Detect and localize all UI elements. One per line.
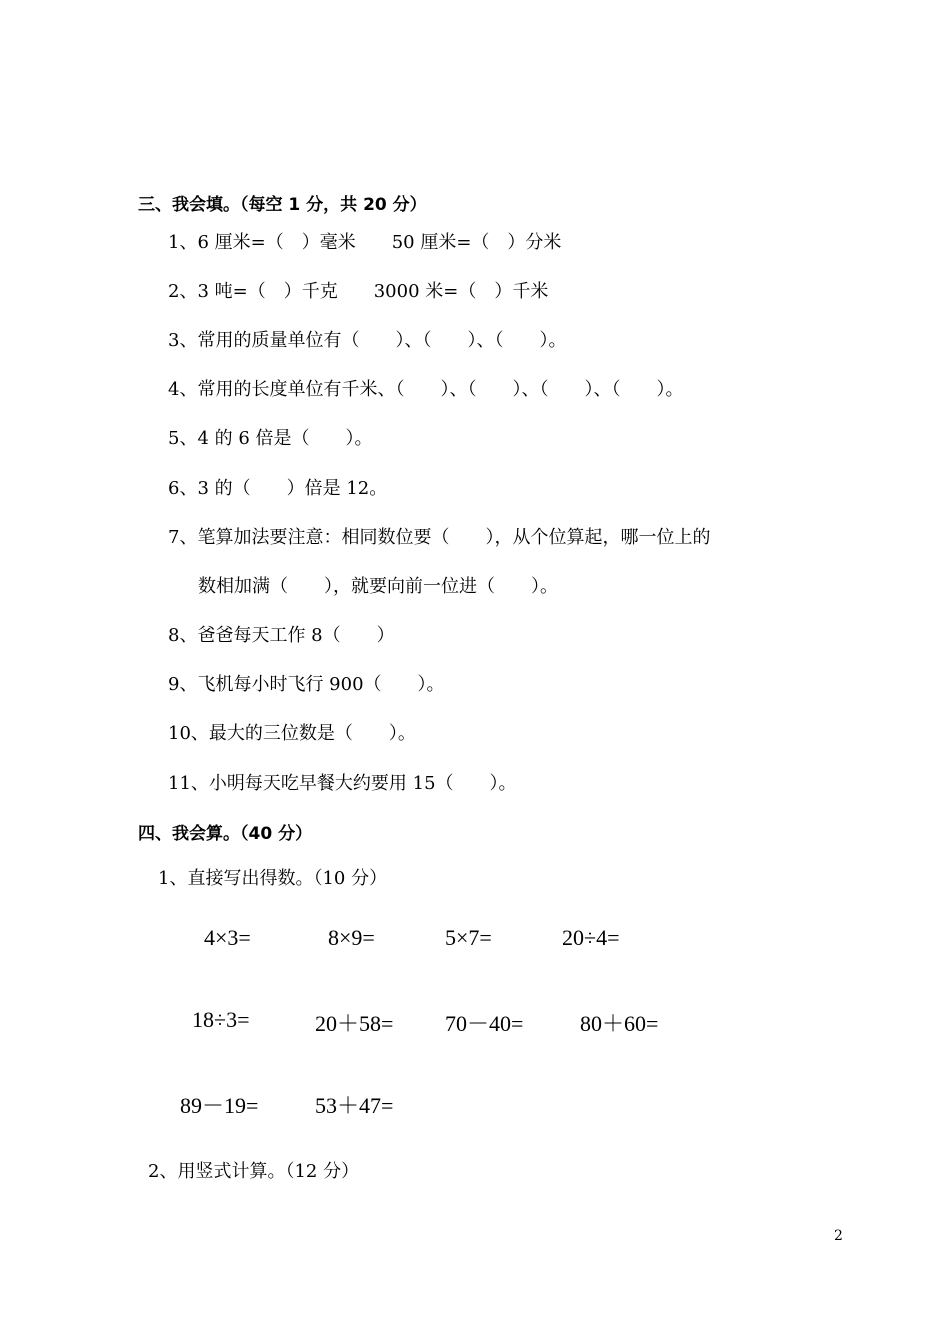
page-number: 2	[834, 1228, 843, 1244]
question-10: 10、最大的三位数是（ ）。	[168, 723, 416, 744]
subsection-2-title: 2、用竖式计算。（12 分）	[148, 1161, 360, 1182]
calc-item: 80＋60=	[580, 1011, 659, 1036]
calc-item: 4×3=	[204, 925, 251, 950]
calc-item: 53＋47=	[315, 1093, 394, 1118]
question-6: 6、3 的（ ）倍是 12。	[168, 478, 388, 499]
question-8: 8、爸爸每天工作 8（ ）	[168, 625, 395, 646]
calc-item: 18÷3=	[192, 1007, 250, 1032]
question-5: 5、4 的 6 倍是（ ）。	[168, 428, 373, 449]
calc-item: 8×9=	[328, 925, 375, 950]
question-7: 7、笔算加法要注意：相同数位要（ ），从个位算起，哪一位上的	[168, 527, 711, 548]
section-3-title: 三、我会填。（每空 1 分，共 20 分）	[138, 195, 427, 215]
calc-item: 20÷4=	[562, 925, 620, 950]
calc-item: 5×7=	[445, 925, 492, 950]
question-3: 3、常用的质量单位有（ ）、（ ）、（ ）。	[168, 330, 567, 351]
question-9: 9、飞机每小时飞行 900（ ）。	[168, 674, 445, 695]
question-1: 1、6 厘米=（ ）毫米 50 厘米=（ ）分米	[168, 232, 562, 253]
question-2: 2、3 吨=（ ）千克 3000 米=（ ）千米	[168, 281, 549, 302]
calc-item: 20＋58=	[315, 1011, 394, 1036]
question-11: 11、小明每天吃早餐大约要用 15（ ）。	[168, 773, 517, 794]
subsection-1-title: 1、直接写出得数。（10 分）	[158, 868, 388, 889]
section-4-title: 四、我会算。（40 分）	[138, 824, 313, 844]
calc-item: 70－40=	[445, 1011, 524, 1036]
question-7-continued: 数相加满（ ），就要向前一位进（ ）。	[198, 576, 558, 597]
calc-item: 89－19=	[180, 1093, 259, 1118]
question-4: 4、常用的长度单位有千米、（ ）、（ ）、（ ）、（ ）。	[168, 379, 684, 400]
